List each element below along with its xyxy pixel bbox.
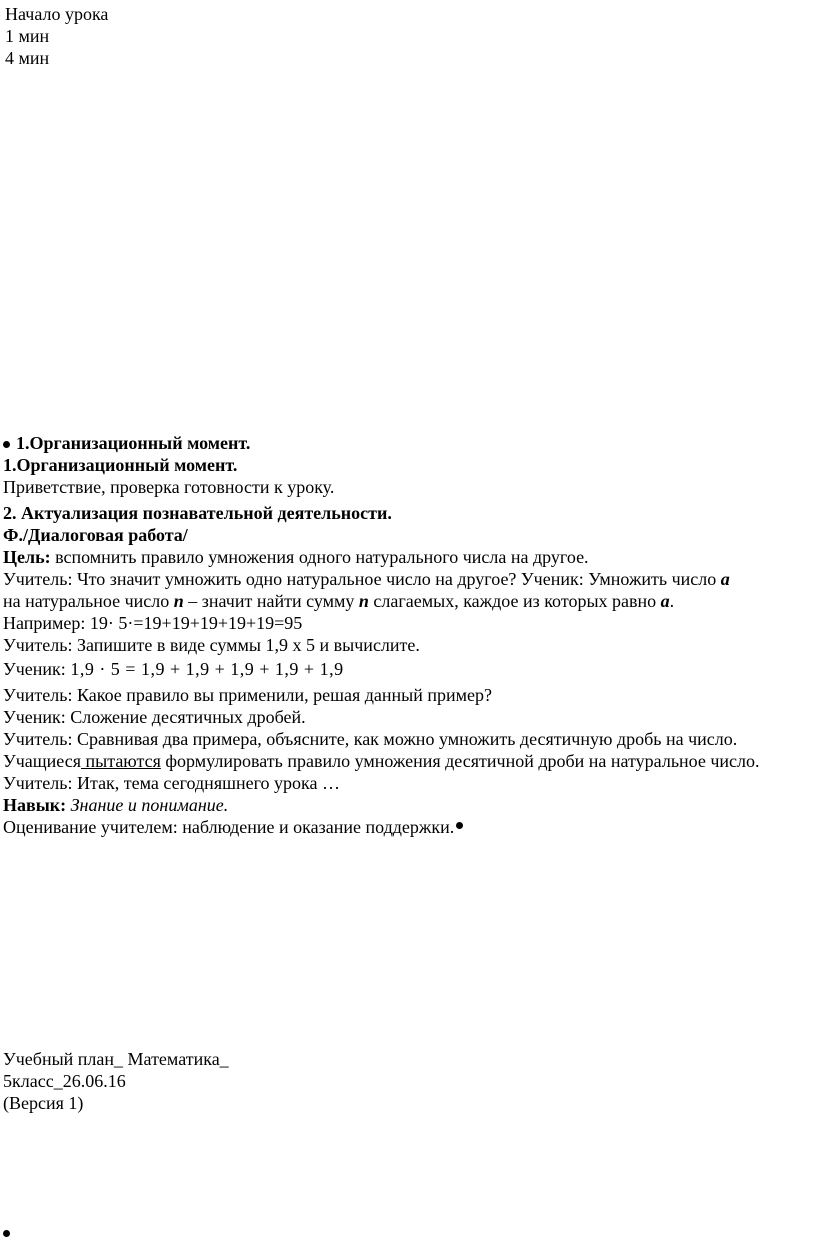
section1-bullet-heading — [3, 432, 808, 454]
dialog-q1-part-c: – значит найти сумму — [183, 591, 359, 611]
learners-line — [3, 750, 808, 772]
version: (Версия 1) — [3, 1093, 84, 1113]
curriculum-plan: Учебный план_ Математика_ — [3, 1049, 229, 1069]
teacher-line-4: Учитель: Сравнивая два примера, объясните, как можно умножить десятичную дробь на число. — [3, 729, 738, 749]
assessment-text: Оценивание учителем: наблюдение и оказание поддержки. — [3, 817, 455, 837]
student-line-3: Ученик: Сложение десятичных дробей. — [3, 707, 306, 727]
skill-line — [3, 794, 808, 816]
teacher-line-5: Учитель: Итак, тема сегодняшнего урока … — [3, 773, 340, 793]
var-n: n — [173, 591, 184, 611]
dialog-q1-line2 — [3, 590, 808, 612]
grade-date: 5класс_26.06.16 — [3, 1071, 126, 1091]
teacher-line-3: Учитель: Какое правило вы применили, решая данный пример? — [3, 685, 493, 705]
var-n-2: n — [358, 591, 369, 611]
dialog-q1-part-e: . — [669, 591, 675, 611]
time-1-min: 1 мин — [5, 26, 50, 46]
section2-goal — [3, 546, 808, 568]
teacher-line-2: Учитель: Запишите в виде суммы 1,9 х 5 и вычислите. — [3, 635, 420, 655]
bullet-icon — [456, 822, 463, 829]
lesson-body — [3, 432, 808, 838]
goal-text: вспомнить правило умножения одного натурального числа на другое. — [50, 547, 589, 567]
dialog-q1-line1 — [3, 568, 808, 590]
section2-form: Ф./Диалоговая работа/ — [3, 525, 188, 545]
section1-text: Приветствие, проверка готовности к уроку. — [3, 477, 335, 497]
var-a-2: a — [660, 591, 670, 611]
bullet-icon — [3, 1230, 10, 1237]
section1-heading: 1.Организационный момент. — [3, 455, 238, 475]
goal-label: Цель: — [3, 547, 51, 567]
dialog-q1-part-a: Учитель: Что значит умножить одно натуральное число на другое? Ученик: Умножить число — [3, 569, 721, 589]
var-a: a — [720, 569, 730, 589]
skill-text: Знание и понимание. — [66, 795, 229, 815]
skill-label: Навык: — [3, 795, 67, 815]
lesson-start-block — [5, 3, 108, 69]
student-label: Ученик: — [3, 659, 66, 679]
lesson-start-label: Начало урока — [5, 4, 109, 24]
learners-label: Учащиеся — [3, 751, 81, 771]
learners-text: формулировать правило умножения десятичной дроби на натуральное число. — [160, 751, 760, 771]
time-4-min: 4 мин — [5, 48, 50, 68]
section2-heading: 2. Актуализация познавательной деятельности. — [3, 503, 392, 523]
learners-underlined: пытаются — [81, 751, 161, 771]
bullet-icon — [3, 441, 10, 448]
assessment-line — [3, 816, 808, 838]
section1-bullet-heading-text: 1.Организационный момент. — [16, 433, 251, 453]
student-formula: 1,9 · 5 = 1,9 + 1,9 + 1,9 + 1,9 + 1,9 — [70, 659, 344, 679]
footer-block — [3, 1048, 229, 1114]
example-line: Например: 19· 5·=19+19+19+19+19=95 — [3, 613, 303, 633]
dialog-q1-part-d: слагаемых, каждое из которых равно — [368, 591, 661, 611]
student-formula-line — [3, 658, 808, 680]
dialog-q1-part-b: на натуральное число — [3, 591, 174, 611]
